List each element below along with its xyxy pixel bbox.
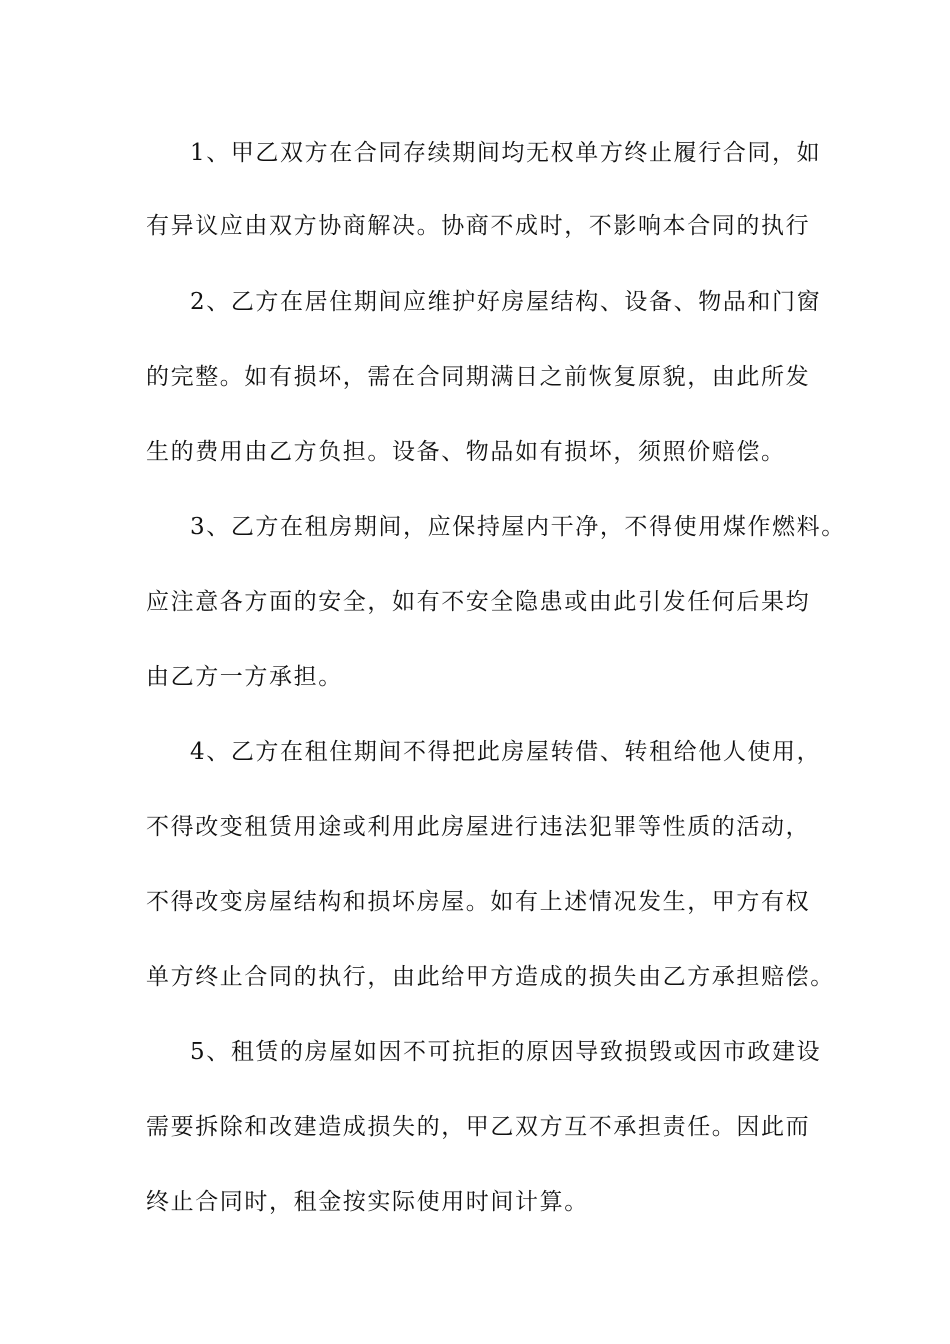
clause-1-line-2 <box>0 206 950 246</box>
clause-4-line-4 <box>0 957 950 997</box>
clause-5-text-3: 终止合同时，租金按实际使用时间计算。 <box>146 1189 589 1215</box>
clause-5-line-3 <box>0 1182 950 1222</box>
clause-2-text-1: 2、乙方在居住期间应维护好房屋结构、设备、物品和门窗 <box>190 289 822 315</box>
clause-4-text-1: 4、乙方在租住期间不得把此房屋转借、转租给他人使用， <box>190 739 822 765</box>
clause-2-text-3: 生的费用由乙方负担。设备、物品如有损坏，须照价赔偿。 <box>146 439 786 465</box>
clause-3-line-1 <box>0 507 950 547</box>
clause-4-line-1 <box>0 732 950 772</box>
clause-2-line-3 <box>0 432 950 472</box>
clause-2-line-1 <box>0 282 950 322</box>
clause-3-text-1: 3、乙方在租房期间，应保持屋内干净，不得使用煤作燃料。 <box>190 514 846 540</box>
clause-2-line-2 <box>0 357 950 397</box>
clause-1-line-1 <box>0 133 950 173</box>
clause-4-text-2: 不得改变租赁用途或利用此房屋进行违法犯罪等性质的活动， <box>146 814 811 840</box>
clause-5-text-1: 5、租赁的房屋如因不可抗拒的原因导致损毁或因市政建设 <box>190 1039 822 1065</box>
clause-3-text-2: 应注意各方面的安全，如有不安全隐患或由此引发任何后果均 <box>146 589 811 615</box>
clause-1-text-1: 1、甲乙双方在合同存续期间均无权单方终止履行合同，如 <box>190 140 822 166</box>
clause-4-line-3 <box>0 882 950 922</box>
clause-1-text-2: 有异议应由双方协商解决。协商不成时，不影响本合同的执行 <box>146 213 811 239</box>
clause-2-text-2: 的完整。如有损坏，需在合同期满日之前恢复原貌，由此所发 <box>146 364 811 390</box>
clause-3-line-2 <box>0 582 950 622</box>
clause-4-text-3: 不得改变房屋结构和损坏房屋。如有上述情况发生，甲方有权 <box>146 889 811 915</box>
clause-5-line-2 <box>0 1107 950 1147</box>
clause-3-line-3 <box>0 657 950 697</box>
clause-5-text-2: 需要拆除和改建造成损失的，甲乙双方互不承担责任。因此而 <box>146 1114 811 1140</box>
clause-4-line-2 <box>0 807 950 847</box>
clause-4-text-4: 单方终止合同的执行，由此给甲方造成的损失由乙方承担赔偿。 <box>146 964 835 990</box>
clause-5-line-1 <box>0 1032 950 1072</box>
clause-3-text-3: 由乙方一方承担。 <box>146 664 343 690</box>
